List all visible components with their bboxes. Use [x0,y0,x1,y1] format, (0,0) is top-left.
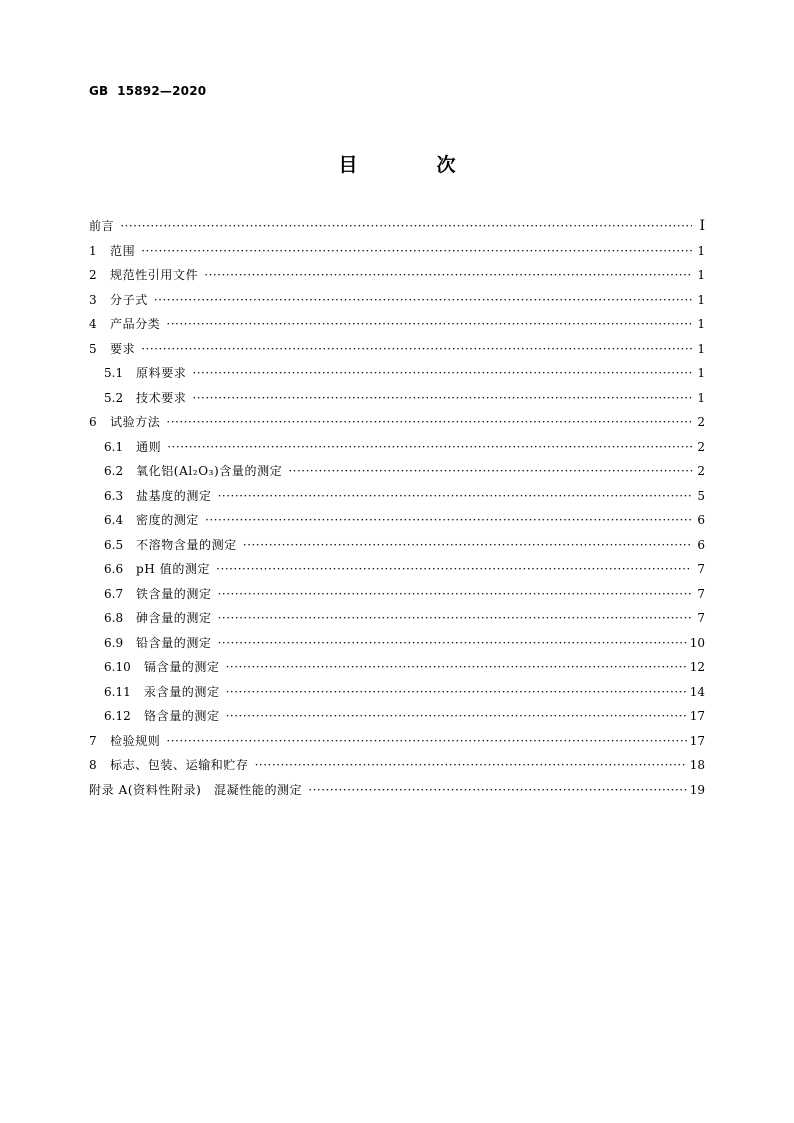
toc-entry-label: 原料要求 [136,366,187,380]
toc-dot-leader [308,778,686,803]
toc-entry-number: 4 [89,317,97,331]
toc-entry-number: 2 [89,268,97,282]
toc-dot-leader [218,631,687,656]
toc-entry-page: 17 [689,709,705,723]
toc-entry-number: 6.4 [104,513,124,527]
toc-entry-page: 1 [697,243,705,258]
toc-entry-number: 8 [89,758,97,772]
toc-dot-leader [218,582,692,607]
toc-entry-label: 分子式 [110,292,148,307]
toc-entry-page: 1 [697,366,705,380]
toc-entry-page: 7 [697,586,705,601]
toc-dot-leader [226,704,687,729]
toc-entry-5-2[interactable] [89,386,705,411]
toc-entry-6-6[interactable] [89,557,705,582]
toc-entry-6-8[interactable] [89,606,705,631]
toc-entry-2[interactable] [89,263,705,288]
toc-entry-label: 要求 [110,341,136,356]
toc-entry-number: 6.8 [104,611,124,625]
toc-entry-page: 10 [689,635,705,650]
toc-entry-1[interactable] [89,239,705,264]
toc-entry-page: 1 [697,317,705,331]
toc-entry-6-10[interactable] [89,655,705,680]
toc-entry-number: 5.1 [104,366,124,380]
toc-entry-7[interactable] [89,729,705,754]
table-of-contents [89,214,705,802]
toc-entry-label: 铁含量的测定 [136,586,212,601]
toc-dot-leader [218,484,692,509]
toc-entry-3[interactable] [89,288,705,313]
toc-dot-leader [141,337,692,362]
toc-entry-page: 5 [697,488,705,503]
toc-entry-foreword[interactable] [89,214,705,239]
toc-entry-page: 1 [697,341,705,356]
toc-entry-6-1[interactable] [89,435,705,460]
toc-dot-leader [288,459,692,484]
toc-entry-6-12[interactable] [89,704,705,729]
toc-entry-6-5[interactable] [89,533,705,558]
toc-entry-label: 不溶物含量的测定 [136,537,237,552]
toc-entry-page: 1 [697,390,705,405]
toc-entry-page: 1 [697,292,705,307]
toc-dot-leader [120,214,692,239]
toc-entry-label: pH 值的测定 [136,562,211,576]
toc-dot-leader [192,386,692,411]
toc-entry-6-7[interactable] [89,582,705,607]
toc-entry-page: 17 [689,733,705,748]
toc-dot-leader [255,753,687,778]
toc-entry-page: 6 [697,513,705,527]
toc-entry-label: 砷含量的测定 [136,611,212,625]
toc-dot-leader [166,312,692,337]
toc-entry-5-1[interactable] [89,361,705,386]
toc-entry-number: 5 [89,341,97,356]
toc-entry-number: 6.6 [104,562,124,576]
toc-entry-number: 5.2 [104,390,124,405]
page-title: 目 次 [338,154,486,176]
toc-dot-leader [141,239,692,264]
toc-entry-8[interactable] [89,753,705,778]
toc-entry-page: Ⅰ [699,218,705,234]
toc-dot-leader [166,729,686,754]
toc-entry-page: 2 [697,464,705,478]
toc-dot-leader [192,361,692,386]
toc-dot-leader [226,680,687,705]
toc-entry-5[interactable] [89,337,705,362]
toc-dot-leader [154,288,692,313]
toc-entry-number: 7 [89,733,97,748]
toc-dot-leader [167,435,692,460]
toc-entry-number: 1 [89,243,97,258]
toc-entry-label: 试验方法 [110,415,161,429]
toc-entry-label: 铅含量的测定 [136,635,212,650]
toc-entry-page: 1 [697,268,705,282]
toc-entry-label: 附录 A(资料性附录) 混凝性能的测定 [89,782,303,797]
toc-entry-appendix-a[interactable] [89,778,705,803]
toc-entry-label: 盐基度的测定 [136,488,212,503]
toc-entry-6-4[interactable] [89,508,705,533]
toc-entry-label: 规范性引用文件 [110,268,199,282]
toc-entry-label: 范围 [110,243,136,258]
toc-dot-leader [218,606,692,631]
toc-dot-leader [166,410,692,435]
toc-entry-label: 标志、包装、运输和贮存 [110,758,249,772]
toc-entry-page: 19 [689,782,705,797]
toc-entry-number: 6.12 [104,709,131,723]
toc-entry-page: 7 [697,562,705,576]
toc-dot-leader [205,508,692,533]
toc-entry-page: 2 [697,415,705,429]
toc-entry-page: 14 [689,684,705,699]
toc-entry-4[interactable] [89,312,705,337]
toc-entry-number: 6 [89,415,97,429]
toc-entry-label: 镉含量的测定 [144,660,220,674]
toc-entry-label: 前言 [89,219,115,233]
toc-entry-label: 汞含量的测定 [144,684,220,699]
toc-entry-page: 12 [689,660,705,674]
toc-entry-number: 3 [89,292,97,307]
toc-dot-leader [216,557,692,582]
toc-entry-6-9[interactable] [89,631,705,656]
standard-code: GB 15892—2020 [89,84,207,98]
toc-entry-label: 产品分类 [110,317,161,331]
toc-entry-number: 6.1 [104,439,124,454]
toc-entry-number: 6.7 [104,586,124,601]
toc-entry-6-11[interactable] [89,680,705,705]
toc-entry-label: 检验规则 [110,733,161,748]
toc-entry-number: 6.9 [104,635,124,650]
toc-entry-6-2[interactable] [89,459,705,484]
toc-entry-label: 密度的测定 [136,513,200,527]
toc-entry-number: 6.2 [104,464,124,478]
toc-entry-number: 6.3 [104,488,124,503]
toc-entry-number: 6.5 [104,537,124,552]
toc-entry-page: 7 [697,611,705,625]
toc-dot-leader [226,655,687,680]
toc-entry-label: 通则 [136,439,162,454]
toc-entry-number: 6.11 [104,684,131,699]
toc-entry-label: 铬含量的测定 [144,709,220,723]
toc-entry-label: 技术要求 [136,390,187,405]
toc-entry-page: 18 [689,758,705,772]
toc-entry-label: 氧化铝(Al₂O₃)含量的测定 [136,464,283,478]
toc-entry-6-3[interactable] [89,484,705,509]
toc-entry-page: 6 [697,537,705,552]
toc-entry-page: 2 [697,439,705,454]
toc-entry-6[interactable] [89,410,705,435]
toc-dot-leader [204,263,692,288]
toc-entry-number: 6.10 [104,660,131,674]
toc-dot-leader [243,533,692,558]
